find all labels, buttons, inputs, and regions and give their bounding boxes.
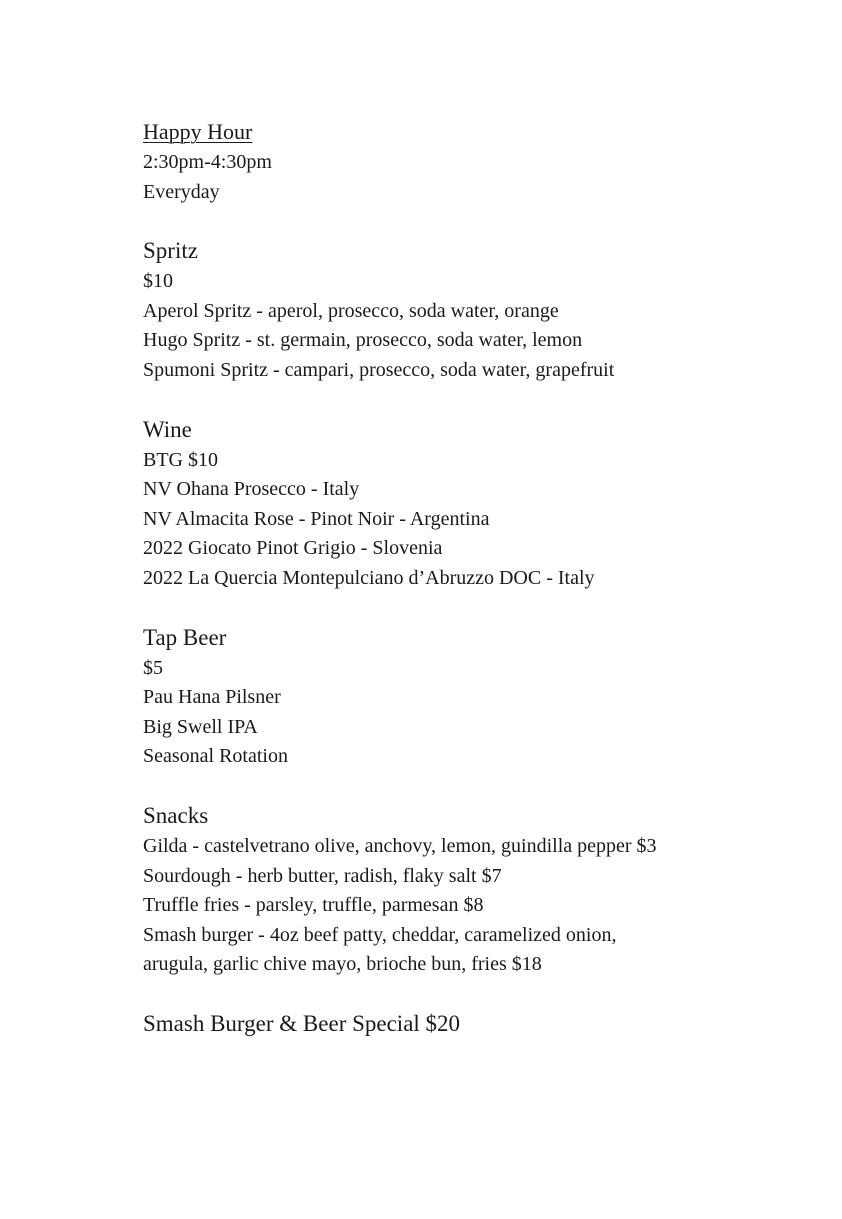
menu-item: Truffle fries - parsley, truffle, parmesan $8 <box>143 894 484 917</box>
tap-beer-heading: Tap Beer <box>143 624 227 650</box>
menu-item: Big Swell IPA <box>143 715 258 738</box>
wine-heading: Wine <box>143 416 192 442</box>
menu-item: NV Ohana Prosecco - Italy <box>143 478 360 501</box>
special-heading: Smash Burger & Beer Special $20 <box>143 1010 461 1036</box>
section-gap <box>143 594 783 622</box>
snacks-section <box>143 800 783 980</box>
happy-hour-title: Happy Hour <box>143 119 253 144</box>
menu-item: Seasonal Rotation <box>143 745 288 768</box>
tap-beer-section <box>143 622 783 772</box>
special-section <box>143 1008 783 1040</box>
menu-document <box>143 116 783 1040</box>
wine-section <box>143 414 783 594</box>
snacks-heading: Snacks <box>143 802 209 828</box>
happy-hour-time: 2:30pm-4:30pm <box>143 151 272 173</box>
menu-item: 2022 La Quercia Montepulciano d’Abruzzo DOC - Italy <box>143 566 595 589</box>
section-gap <box>143 207 783 235</box>
menu-item: Spumoni Spritz - campari, prosecco, soda water, grapefruit <box>143 358 615 381</box>
spritz-heading: Spritz <box>143 238 198 264</box>
menu-item: Pau Hana Pilsner <box>143 686 281 709</box>
menu-item-continued: arugula, garlic chive mayo, brioche bun, fries $18 <box>143 953 542 976</box>
happy-hour-days: Everyday <box>143 180 220 203</box>
menu-item: Sourdough - herb butter, radish, flaky salt $7 <box>143 864 502 887</box>
happy-hour-section <box>143 116 783 207</box>
section-gap <box>143 980 783 1008</box>
spritz-section <box>143 235 783 385</box>
menu-item: NV Almacita Rose - Pinot Noir - Argentina <box>143 507 490 530</box>
spritz-price: $10 <box>143 270 173 293</box>
wine-price: BTG $10 <box>143 448 218 471</box>
section-gap <box>143 386 783 414</box>
menu-item: Gilda - castelvetrano olive, anchovy, lemon, guindilla pepper $3 <box>143 834 657 857</box>
section-gap <box>143 772 783 800</box>
menu-item: 2022 Giocato Pinot Grigio - Slovenia <box>143 537 443 560</box>
tap-beer-price: $5 <box>143 656 163 679</box>
menu-item: Smash burger - 4oz beef patty, cheddar, caramelized onion, <box>143 923 617 946</box>
menu-item: Hugo Spritz - st. germain, prosecco, soda water, lemon <box>143 329 583 352</box>
menu-item: Aperol Spritz - aperol, prosecco, soda water, orange <box>143 299 559 322</box>
